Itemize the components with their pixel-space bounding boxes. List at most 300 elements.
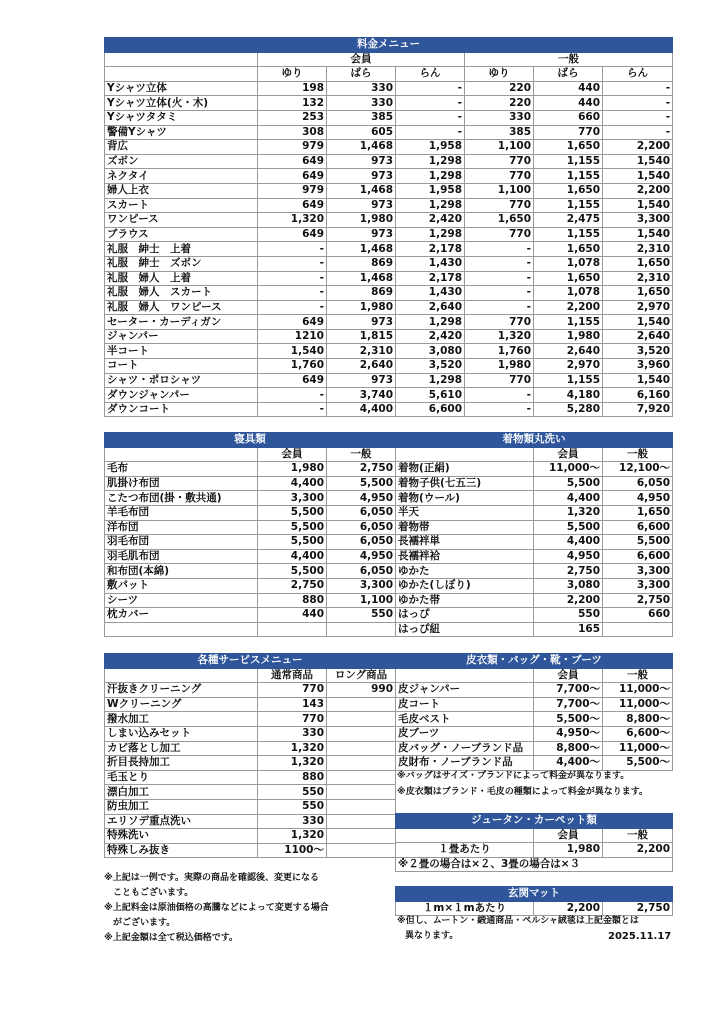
price-cell: 2,970 <box>603 300 673 315</box>
kimono-price-member: 5,500 <box>534 520 603 535</box>
price-cell: 1,298 <box>396 373 465 388</box>
price-cell: 4,180 <box>534 388 603 403</box>
kimono-item-name: 着物(正絹) <box>396 462 534 477</box>
service-price-long <box>327 697 396 712</box>
price-cell: 5,280 <box>534 402 603 417</box>
service-price-regular: 770 <box>258 683 327 698</box>
table-row <box>105 462 673 477</box>
service-name: しまい込みセット <box>105 726 258 741</box>
carpet-header-general: 一般 <box>603 828 673 843</box>
service-price-regular: 880 <box>258 770 327 785</box>
blank-cell <box>105 447 258 462</box>
table-row <box>105 344 673 359</box>
bedding-kimono-table <box>104 432 673 637</box>
bedding-item-name: 羊毛布団 <box>105 505 258 520</box>
service-price-regular: 1,320 <box>258 741 327 756</box>
service-name: 折目長持加工 <box>105 756 258 771</box>
entrance-mat-price-general: 2,750 <box>603 901 673 916</box>
table-row <box>105 697 396 712</box>
price-cell: 1,298 <box>396 315 465 330</box>
bedding-price-general: 550 <box>327 608 396 623</box>
price-cell: - <box>396 110 465 125</box>
entrance-mat-price-member: 2,200 <box>534 901 603 916</box>
item-name: シャツ・ポロシャツ <box>105 373 258 388</box>
bedding-price-general: 5,500 <box>327 476 396 491</box>
date-label: 2025.11.17 <box>608 931 672 942</box>
price-cell: 1,650 <box>534 271 603 286</box>
footnote-2: こともございます。 <box>104 888 194 898</box>
price-cell: 1,980 <box>327 213 396 228</box>
leather-item-name: 皮コート <box>396 697 534 712</box>
leather-item-name: 毛皮ベスト <box>396 712 534 727</box>
footnote-5: ※上記金額は全て税込価格です。 <box>104 933 239 943</box>
kimono-item-name: 長襦袢単 <box>396 535 534 550</box>
bedding-price-general: 1,100 <box>327 593 396 608</box>
service-name: エリソデ重点洗い <box>105 814 258 829</box>
item-name: 警備Yシャツ <box>105 125 258 140</box>
price-cell: 330 <box>327 81 396 96</box>
price-cell: 253 <box>258 110 327 125</box>
price-cell: 1,320 <box>465 329 534 344</box>
price-cell: 770 <box>465 373 534 388</box>
sub-header-ran: らん <box>603 67 673 82</box>
price-cell: 1,078 <box>534 286 603 301</box>
price-cell: 1,298 <box>396 227 465 242</box>
blank-cell <box>396 668 534 683</box>
table-row <box>105 359 673 374</box>
leather-header-general: 一般 <box>603 668 673 683</box>
price-cell: 660 <box>534 110 603 125</box>
price-cell: 770 <box>465 315 534 330</box>
table-row <box>105 402 673 417</box>
price-cell: 1,540 <box>603 169 673 184</box>
table-row <box>105 770 396 785</box>
table-row <box>105 549 673 564</box>
price-cell: 2,970 <box>534 359 603 374</box>
service-price-long <box>327 756 396 771</box>
price-cell: 2,200 <box>603 183 673 198</box>
price-cell: 2,178 <box>396 242 465 257</box>
leather-price-general: 5,500～ <box>603 756 673 771</box>
price-cell: - <box>465 388 534 403</box>
kimono-price-general: 3,300 <box>603 564 673 579</box>
bedding-price-general: 4,950 <box>327 491 396 506</box>
price-cell: 2,475 <box>534 213 603 228</box>
price-cell: 1,815 <box>327 329 396 344</box>
service-price-long <box>327 814 396 829</box>
table-row <box>105 564 673 579</box>
kimono-item-name: 長襦袢袷 <box>396 549 534 564</box>
price-cell: 2,310 <box>603 271 673 286</box>
price-cell: - <box>465 300 534 315</box>
item-name: コート <box>105 359 258 374</box>
price-cell: 973 <box>327 315 396 330</box>
member-group-header: 会員 <box>258 52 465 67</box>
bedding-item-name: 羽毛肌布団 <box>105 549 258 564</box>
price-cell: 3,300 <box>603 213 673 228</box>
kimono-item-name: ゆかた <box>396 564 534 579</box>
table-row <box>105 683 396 698</box>
kimono-price-general: 660 <box>603 608 673 623</box>
price-cell: 132 <box>258 96 327 111</box>
bedding-price-member: 440 <box>258 608 327 623</box>
table-row <box>105 154 673 169</box>
item-name: 礼服 紳士 上着 <box>105 242 258 257</box>
price-cell: 1,468 <box>327 140 396 155</box>
table-row <box>396 683 673 698</box>
kimono-price-general <box>603 622 673 637</box>
main-menu-title: 料金メニュー <box>105 38 673 53</box>
table-row <box>105 799 396 814</box>
kimono-price-general: 5,500 <box>603 535 673 550</box>
blank-cell <box>105 52 258 67</box>
kimono-price-general: 6,600 <box>603 549 673 564</box>
price-cell: 1,540 <box>258 344 327 359</box>
price-cell: - <box>258 286 327 301</box>
table-row <box>105 388 673 403</box>
price-cell: 2,640 <box>396 300 465 315</box>
service-price-regular: 1,320 <box>258 756 327 771</box>
kimono-price-member: 5,500 <box>534 476 603 491</box>
table-row <box>105 520 673 535</box>
carpet-price-member: 1,980 <box>534 843 603 858</box>
service-price-long <box>327 726 396 741</box>
service-price-long <box>327 712 396 727</box>
kimono-item-name: ゆかた(しぼり) <box>396 578 534 593</box>
item-name: セーター・カーディガン <box>105 315 258 330</box>
price-cell: - <box>603 110 673 125</box>
price-cell: 220 <box>465 96 534 111</box>
table-row <box>105 491 673 506</box>
leather-item-name: 皮財布・ノーブランド品 <box>396 756 534 771</box>
kimono-item-name: 着物(ウール) <box>396 491 534 506</box>
service-price-long <box>327 843 396 858</box>
price-cell: - <box>258 402 327 417</box>
table-row <box>105 785 396 800</box>
item-name: ブラウス <box>105 227 258 242</box>
leather-price-general: 8,800～ <box>603 712 673 727</box>
entrance-mat-row-label: １m×１mあたり <box>396 901 534 916</box>
price-cell: 1,320 <box>258 213 327 228</box>
price-cell: - <box>258 256 327 271</box>
bedding-price-general: 4,950 <box>327 549 396 564</box>
kimono-item-name: ゆかた帯 <box>396 593 534 608</box>
sub-header-bara: ばら <box>534 67 603 82</box>
kimono-price-general: 6,050 <box>603 476 673 491</box>
carpet-row-label: １畳あたり <box>396 843 534 858</box>
price-cell: 6,600 <box>396 402 465 417</box>
item-name: 礼服 婦人 スカート <box>105 286 258 301</box>
price-cell: 649 <box>258 154 327 169</box>
bedding-price-member: 5,500 <box>258 520 327 535</box>
price-cell: 973 <box>327 169 396 184</box>
table-row <box>105 315 673 330</box>
kimono-price-member: 1,320 <box>534 505 603 520</box>
price-cell: - <box>465 256 534 271</box>
price-cell: 1,155 <box>534 169 603 184</box>
price-cell: - <box>465 402 534 417</box>
price-cell: 1,155 <box>534 373 603 388</box>
table-row <box>105 300 673 315</box>
price-cell: 440 <box>534 96 603 111</box>
kimono-price-general: 6,600 <box>603 520 673 535</box>
table-row <box>396 726 673 741</box>
kimono-price-general: 1,650 <box>603 505 673 520</box>
price-cell: - <box>465 271 534 286</box>
sub-header-ran: らん <box>396 67 465 82</box>
bedding-item-name: シーツ <box>105 593 258 608</box>
blank-cell <box>396 447 534 462</box>
bedding-price-general: 6,050 <box>327 564 396 579</box>
kimono-price-member: 3,080 <box>534 578 603 593</box>
kimono-price-member: 2,750 <box>534 564 603 579</box>
table-row <box>105 81 673 96</box>
kimono-price-member: 11,000～ <box>534 462 603 477</box>
price-cell: 770 <box>465 198 534 213</box>
service-name: Wクリーニング <box>105 697 258 712</box>
leather-price-member: 4,950～ <box>534 726 603 741</box>
blank-cell <box>396 828 534 843</box>
price-cell: - <box>465 286 534 301</box>
service-name: カビ落とし加工 <box>105 741 258 756</box>
price-cell: - <box>603 125 673 140</box>
leather-price-member: 4,400～ <box>534 756 603 771</box>
kimono-price-general: 12,100～ <box>603 462 673 477</box>
carpet-header-member: 会員 <box>534 828 603 843</box>
price-cell: - <box>258 242 327 257</box>
price-cell: 220 <box>465 81 534 96</box>
price-cell: 1,650 <box>534 242 603 257</box>
price-cell: 869 <box>327 286 396 301</box>
price-cell: - <box>396 96 465 111</box>
kimono-title: 着物類丸洗い <box>396 433 673 448</box>
bedding-price-general: 2,750 <box>327 462 396 477</box>
carpet-price-general: 2,200 <box>603 843 673 858</box>
table-row <box>396 712 673 727</box>
price-cell: 198 <box>258 81 327 96</box>
entrance-mat-table <box>395 886 673 916</box>
table-row <box>105 140 673 155</box>
bedding-item-name: 和布団(本綿) <box>105 564 258 579</box>
price-cell: 5,610 <box>396 388 465 403</box>
services-header-regular: 通常商品 <box>258 668 327 683</box>
price-cell: 1,468 <box>327 183 396 198</box>
price-cell: 973 <box>327 198 396 213</box>
bedding-price-general: 3,300 <box>327 578 396 593</box>
price-cell: 385 <box>327 110 396 125</box>
bedding-item-name: 肌掛け布団 <box>105 476 258 491</box>
bedding-price-member: 4,400 <box>258 549 327 564</box>
kimono-item-name: はっぴ紐 <box>396 622 534 637</box>
price-cell: 330 <box>465 110 534 125</box>
price-cell: 770 <box>465 227 534 242</box>
item-name: 半コート <box>105 344 258 359</box>
table-row <box>105 213 673 228</box>
table-row <box>105 814 396 829</box>
service-price-regular: 1,320 <box>258 829 327 844</box>
item-name: ネクタイ <box>105 169 258 184</box>
price-cell: 1,980 <box>534 329 603 344</box>
carpet-table <box>395 813 673 872</box>
bedding-price-member: 880 <box>258 593 327 608</box>
leather-item-name: 皮ジャンパー <box>396 683 534 698</box>
entrance-mat-title: 玄関マット <box>396 887 673 902</box>
blank-cell <box>105 67 258 82</box>
price-cell: 649 <box>258 373 327 388</box>
price-cell: 2,178 <box>396 271 465 286</box>
sub-header-yuri: ゆり <box>258 67 327 82</box>
table-row <box>105 271 673 286</box>
table-row <box>105 726 396 741</box>
table-row <box>105 578 673 593</box>
service-price-long <box>327 785 396 800</box>
table-row <box>396 741 673 756</box>
blank-cell <box>105 668 258 683</box>
price-cell: 6,160 <box>603 388 673 403</box>
leather-price-general: 11,000～ <box>603 683 673 698</box>
price-cell: 1,430 <box>396 286 465 301</box>
price-cell: 1,958 <box>396 183 465 198</box>
leather-price-member: 8,800～ <box>534 741 603 756</box>
price-cell: 1,155 <box>534 227 603 242</box>
price-cell: 1,650 <box>603 256 673 271</box>
table-row <box>105 256 673 271</box>
kimono-item-name: はっぴ <box>396 608 534 623</box>
leather-table <box>395 653 673 771</box>
price-cell: 1,958 <box>396 140 465 155</box>
table-row <box>105 593 673 608</box>
item-name: ダウンコート <box>105 402 258 417</box>
kimono-price-member: 4,950 <box>534 549 603 564</box>
price-cell: 1,468 <box>327 271 396 286</box>
sub-header-yuri: ゆり <box>465 67 534 82</box>
kimono-price-general: 3,300 <box>603 578 673 593</box>
bedding-title: 寝具類 <box>105 433 396 448</box>
table-row <box>396 697 673 712</box>
service-price-long <box>327 770 396 785</box>
price-cell: 973 <box>327 154 396 169</box>
leather-header-member: 会員 <box>534 668 603 683</box>
kimono-price-member: 4,400 <box>534 535 603 550</box>
price-cell: 308 <box>258 125 327 140</box>
bedding-price-member: 5,500 <box>258 535 327 550</box>
price-cell: 979 <box>258 140 327 155</box>
service-price-regular: 330 <box>258 726 327 741</box>
bedding-price-general: 6,050 <box>327 535 396 550</box>
item-name: 背広 <box>105 140 258 155</box>
leather-price-general: 6,600～ <box>603 726 673 741</box>
service-price-regular: 550 <box>258 799 327 814</box>
item-name: ワンピース <box>105 213 258 228</box>
table-row <box>105 712 396 727</box>
price-cell: 1,298 <box>396 169 465 184</box>
services-header-long: ロング商品 <box>327 668 396 683</box>
leather-price-member: 5,500～ <box>534 712 603 727</box>
service-price-long <box>327 799 396 814</box>
price-cell: 649 <box>258 227 327 242</box>
price-cell: 2,640 <box>327 359 396 374</box>
leather-price-general: 11,000～ <box>603 697 673 712</box>
item-name: 婦人上衣 <box>105 183 258 198</box>
bedding-item-name: 羽毛布団 <box>105 535 258 550</box>
price-cell: - <box>396 125 465 140</box>
item-name: ズボン <box>105 154 258 169</box>
price-cell: 1,100 <box>465 183 534 198</box>
bedding-price-member: 1,980 <box>258 462 327 477</box>
footnote-4: がございます。 <box>104 918 176 928</box>
carpet-title: ジュータン・カーペット類 <box>396 814 673 829</box>
price-cell: 869 <box>327 256 396 271</box>
service-price-long: 990 <box>327 683 396 698</box>
price-cell: 330 <box>327 96 396 111</box>
kimono-price-member: 550 <box>534 608 603 623</box>
bedding-price-member: 2,750 <box>258 578 327 593</box>
price-cell: 1,430 <box>396 256 465 271</box>
leather-item-name: 皮ブーツ <box>396 726 534 741</box>
kimono-price-general: 4,950 <box>603 491 673 506</box>
price-cell: 3,960 <box>603 359 673 374</box>
table-row <box>105 373 673 388</box>
service-price-regular: 770 <box>258 712 327 727</box>
service-price-long <box>327 741 396 756</box>
table-row <box>105 110 673 125</box>
kimono-price-member: 2,200 <box>534 593 603 608</box>
price-cell: 1,540 <box>603 154 673 169</box>
price-cell: 4,400 <box>327 402 396 417</box>
price-cell: 440 <box>534 81 603 96</box>
price-cell: 2,640 <box>603 329 673 344</box>
leather-title: 皮衣類・バッグ・靴・ブーツ <box>396 654 673 669</box>
bedding-price-general: 6,050 <box>327 505 396 520</box>
kimono-price-general: 2,750 <box>603 593 673 608</box>
price-cell: 1,650 <box>534 140 603 155</box>
price-cell: - <box>465 242 534 257</box>
price-cell: 979 <box>258 183 327 198</box>
leather-note-bag: ※バッグはサイズ・ブランドによって料金が異なります。 <box>397 771 630 781</box>
price-cell: 1,540 <box>603 198 673 213</box>
table-row <box>105 286 673 301</box>
service-name: 汗抜きクリーニング <box>105 683 258 698</box>
bedding-item-name: 敷パット <box>105 578 258 593</box>
kimono-header-member: 会員 <box>534 447 603 462</box>
item-name: Yシャツタタミ <box>105 110 258 125</box>
services-table <box>104 653 396 858</box>
item-name: スカート <box>105 198 258 213</box>
price-cell: 1,760 <box>258 359 327 374</box>
table-row <box>105 756 396 771</box>
price-cell: 1,540 <box>603 315 673 330</box>
table-row <box>105 476 673 491</box>
price-cell: 1,100 <box>465 140 534 155</box>
kimono-item-name: 着物子供(七五三) <box>396 476 534 491</box>
price-cell: 1,155 <box>534 315 603 330</box>
kimono-item-name: 着物帯 <box>396 520 534 535</box>
price-cell: 1,298 <box>396 154 465 169</box>
item-name: Yシャツ立体 <box>105 81 258 96</box>
bedding-price-member <box>258 622 327 637</box>
price-cell: - <box>603 81 673 96</box>
price-cell: 1,468 <box>327 242 396 257</box>
bedding-item-name: 洋布団 <box>105 520 258 535</box>
item-name: 礼服 婦人 ワンピース <box>105 300 258 315</box>
services-title: 各種サービスメニュー <box>105 654 396 669</box>
price-cell: - <box>603 96 673 111</box>
leather-price-general: 11,000～ <box>603 741 673 756</box>
bedding-item-name <box>105 622 258 637</box>
table-row <box>105 741 396 756</box>
table-row <box>105 535 673 550</box>
footnote-3: ※上記料金は原油価格の高騰などによって変更する場合 <box>104 903 329 913</box>
